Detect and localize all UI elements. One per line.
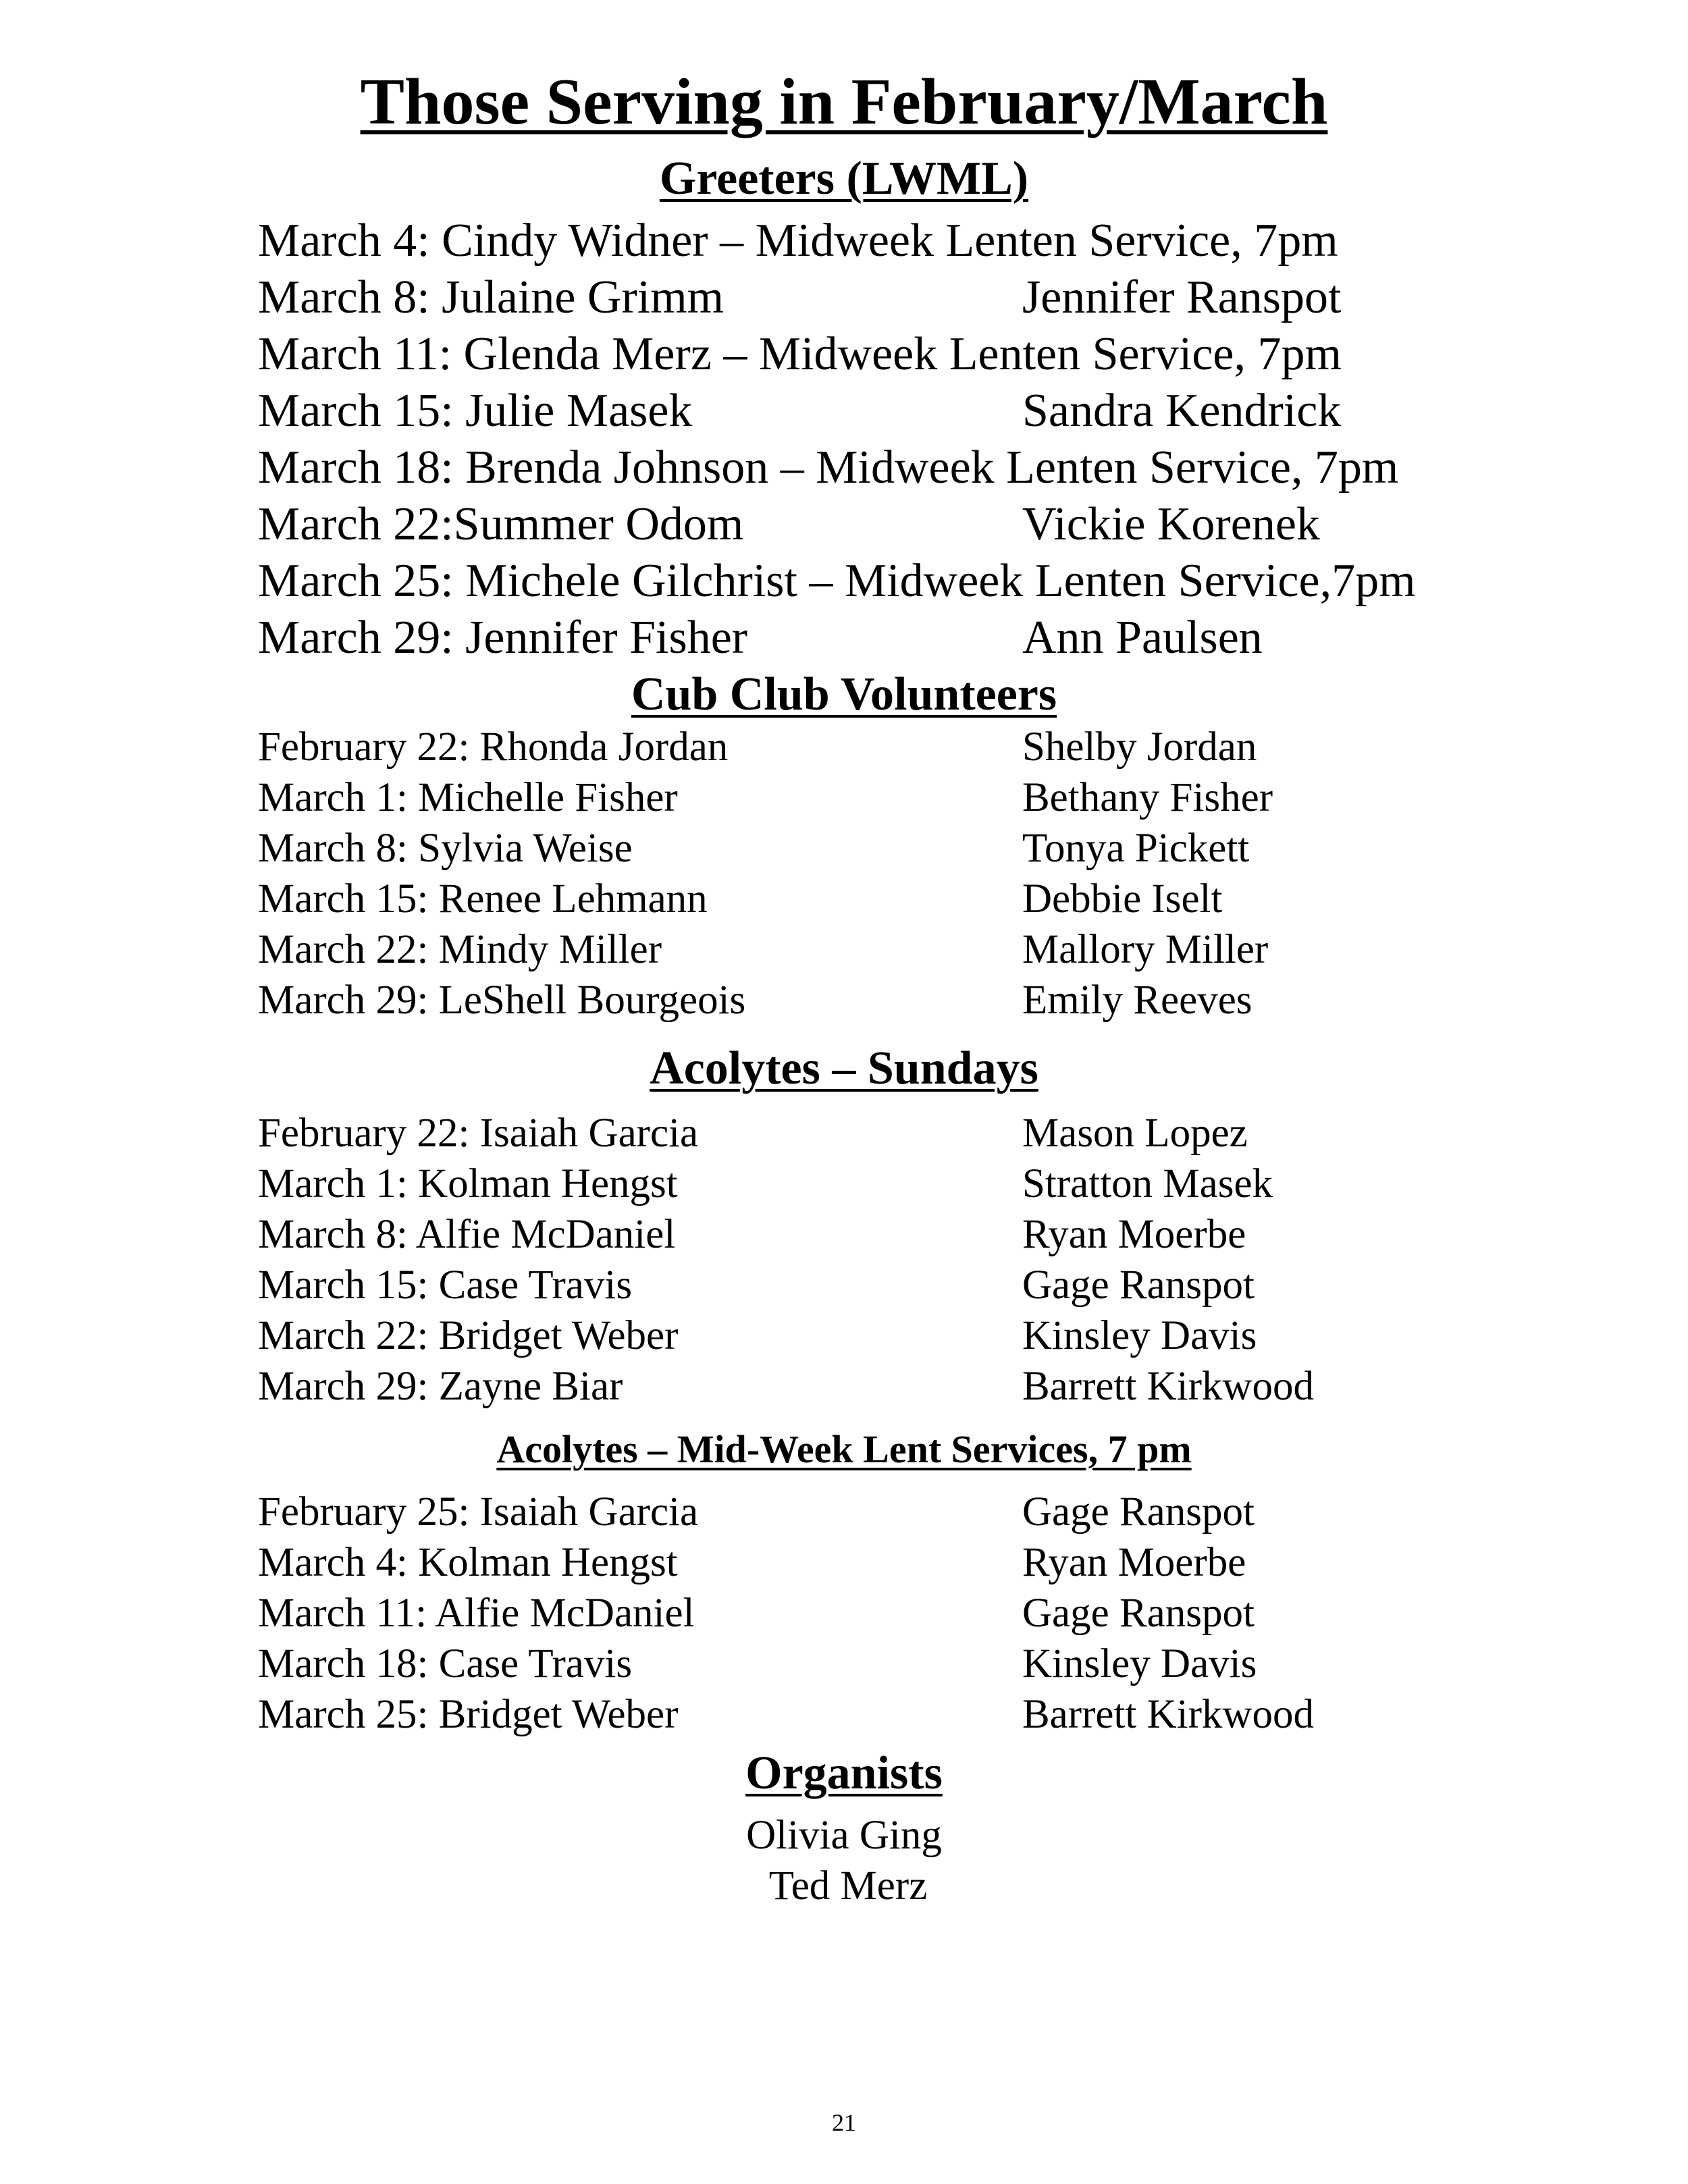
acolytes-sundays-row-first: February 22: Isaiah Garcia xyxy=(258,1111,699,1156)
acolytes-sundays-row-first: March 22: Bridget Weber xyxy=(258,1313,679,1358)
cub-club-row-first: March 22: Mindy Miller xyxy=(258,927,662,972)
acolytes-midweek-row-first: March 11: Alfie McDaniel xyxy=(258,1591,695,1636)
greeters-row-text: March 25: Michele Gilchrist – Midweek Lenten Service,7pm xyxy=(258,555,1416,607)
greeters-row-text: March 15: Julie Masek xyxy=(258,385,693,437)
acolytes-sundays-row-second: Ryan Moerbe xyxy=(1022,1212,1246,1257)
acolytes-sundays-row-second: Mason Lopez xyxy=(1022,1111,1248,1156)
acolytes-sundays-row-first: March 8: Alfie McDaniel xyxy=(258,1212,676,1257)
page-title: Those Serving in February/March xyxy=(360,65,1328,138)
organist-name: Ted Merz xyxy=(768,1863,928,1909)
greeters-row-text: March 8: Julaine Grimm xyxy=(258,271,724,323)
cub-club-row-first: March 8: Sylvia Weise xyxy=(258,826,633,871)
acolytes-sundays-row-first: March 1: Kolman Hengst xyxy=(258,1161,678,1206)
greeters-row-text: March 11: Glenda Merz – Midweek Lenten Service, 7pm xyxy=(258,328,1342,380)
organists-heading: Organists xyxy=(745,1747,943,1799)
cub-club-row-second: Bethany Fisher xyxy=(1022,775,1273,820)
acolytes-sundays-row-second: Barrett Kirkwood xyxy=(1022,1364,1314,1409)
greeters-row-text: March 29: Jennifer Fisher xyxy=(258,612,748,664)
acolytes-midweek-row-second: Ryan Moerbe xyxy=(1022,1540,1246,1585)
acolytes-midweek-row-second: Kinsley Davis xyxy=(1022,1641,1257,1686)
cub-club-row-first: February 22: Rhonda Jordan xyxy=(258,724,729,770)
cub-club-row-first: March 29: LeShell Bourgeois xyxy=(258,978,746,1023)
acolytes-midweek-row-first: March 18: Case Travis xyxy=(258,1641,633,1686)
acolytes-sundays-row-second: Kinsley Davis xyxy=(1022,1313,1257,1358)
cub-club-row-second: Debbie Iselt xyxy=(1022,876,1223,922)
acolytes-midweek-row-first: March 4: Kolman Hengst xyxy=(258,1540,678,1585)
organist-name: Olivia Ging xyxy=(746,1813,942,1858)
greeters-row-second: Sandra Kendrick xyxy=(1022,385,1342,437)
acolytes-sundays-row-first: March 15: Case Travis xyxy=(258,1262,633,1308)
acolytes-midweek-row-second: Gage Ranspot xyxy=(1022,1489,1255,1535)
cub-club-row-first: March 1: Michelle Fisher xyxy=(258,775,678,820)
acolytes-midweek-row-second: Barrett Kirkwood xyxy=(1022,1692,1314,1737)
greeters-row-second: Ann Paulsen xyxy=(1022,612,1263,664)
cub-club-row-first: March 15: Renee Lehmann xyxy=(258,876,708,922)
cub-club-row-second: Shelby Jordan xyxy=(1022,724,1257,770)
acolytes-midweek-row-first: February 25: Isaiah Garcia xyxy=(258,1489,699,1535)
acolytes-sundays-row-second: Gage Ranspot xyxy=(1022,1262,1255,1308)
acolytes-sundays-row-second: Stratton Masek xyxy=(1022,1161,1273,1206)
greeters-row-second: Jennifer Ranspot xyxy=(1022,271,1342,323)
page-number: 21 xyxy=(832,2109,856,2136)
cub-club-row-second: Tonya Pickett xyxy=(1022,826,1250,871)
acolytes-midweek-heading: Acolytes – Mid-Week Lent Services, 7 pm xyxy=(496,1427,1192,1471)
cub-club-row-second: Mallory Miller xyxy=(1022,927,1269,972)
acolytes-midweek-row-first: March 25: Bridget Weber xyxy=(258,1692,679,1737)
greeters-row-text: March 4: Cindy Widner – Midweek Lenten Service, 7pm xyxy=(258,215,1338,267)
acolytes-sundays-row-first: March 29: Zayne Biar xyxy=(258,1364,623,1409)
greeters-row-text: March 18: Brenda Johnson – Midweek Lenten Service, 7pm xyxy=(258,442,1399,494)
acolytes-sundays-heading: Acolytes – Sundays xyxy=(650,1042,1038,1094)
greeters-heading: Greeters (LWML) xyxy=(659,153,1029,205)
greeters-row-text: March 22:Summer Odom xyxy=(258,498,744,550)
cub-club-row-second: Emily Reeves xyxy=(1022,978,1252,1023)
cub-club-heading: Cub Club Volunteers xyxy=(631,668,1057,720)
greeters-row-second: Vickie Korenek xyxy=(1022,498,1320,550)
acolytes-midweek-row-second: Gage Ranspot xyxy=(1022,1591,1255,1636)
